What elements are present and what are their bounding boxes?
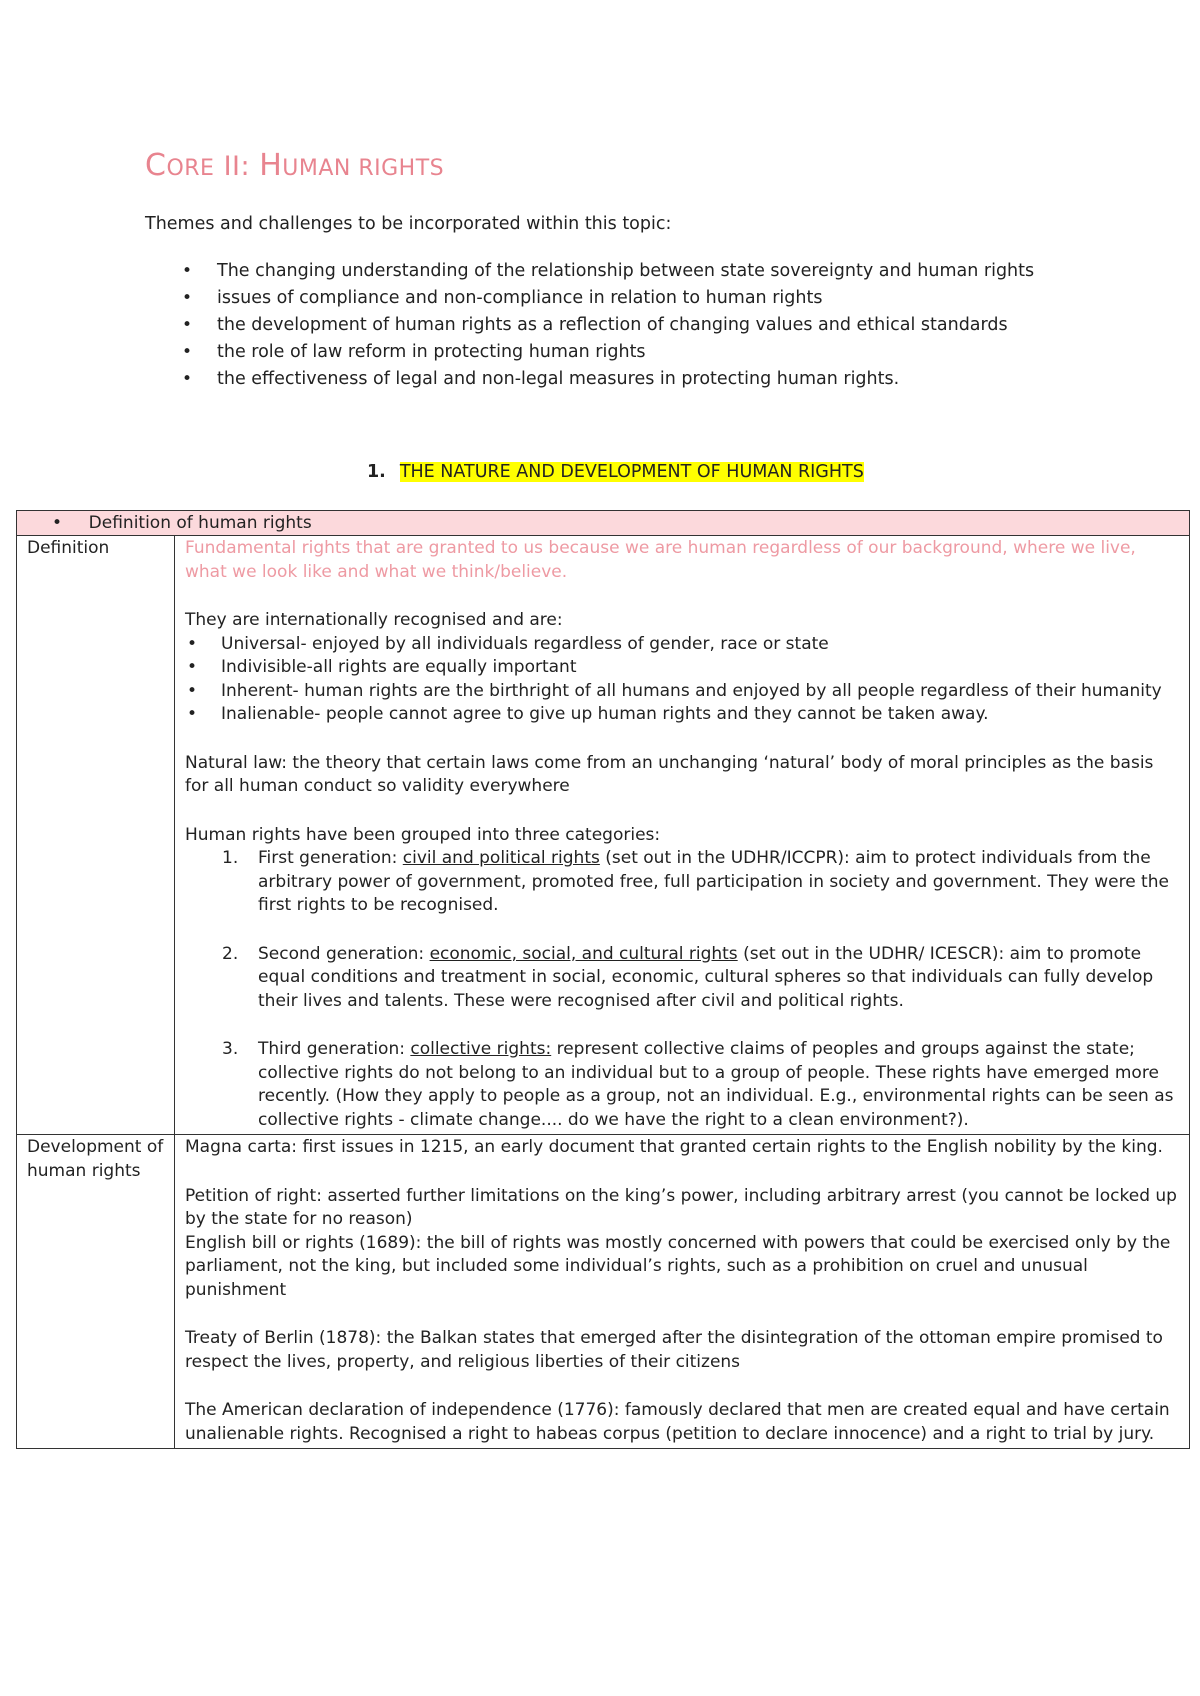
table-row-definition — [17, 536, 1190, 1135]
section-number: 1. — [367, 462, 386, 482]
generation-term: economic, social, and cultural rights — [429, 943, 738, 964]
table-row-development — [17, 1135, 1190, 1449]
properties-list — [185, 633, 1179, 727]
natural-law-text: Natural law: the theory that certain laws come from an unchanging ‘natural’ body of moral principles as the basis for all human conduct so validity everywhere — [185, 752, 1154, 796]
property-item: • Indivisible-all rights are equally important — [185, 656, 1179, 680]
american-declaration-text: The American declaration of independence (1776): famously declared that men are created equal and have certain unalienable rights. Recognised a right to habeas corpus (petition to declare innocence) and a right to trial by jury. — [185, 1400, 1170, 1444]
treaty-berlin-text: Treaty of Berlin (1878): the Balkan states that emerged after the disintegration of the ottoman empire promised to respect the lives, property, and religious liberties of their citizens — [185, 1328, 1163, 1372]
generations-list — [185, 847, 1179, 1132]
properties-intro: They are internationally recognised and are: — [185, 610, 563, 630]
theme-item: • The changing understanding of the relationship between state sovereignty and human rights — [182, 258, 1034, 285]
property-item: • Universal- enjoyed by all individuals regardless of gender, race or state — [185, 633, 1179, 657]
magna-carta-text: Magna carta: first issues in 1215, an early document that granted certain rights to the English nobility by the king. — [185, 1137, 1163, 1157]
theme-item: • the role of law reform in protecting human rights — [182, 339, 1034, 366]
generation-item: 1. First generation: civil and political rights (set out in the UDHR/ICCPR): aim to protect individuals from the arbitrary power of government, promoted free, full participation in society and government. They were the first rights to be recognised. — [222, 848, 1169, 915]
table-header-row — [17, 511, 1190, 536]
theme-item: • issues of compliance and non-compliance in relation to human rights — [182, 285, 1034, 312]
table-header-text: Definition of human rights — [88, 513, 312, 533]
themes-intro: Themes and challenges to be incorporated within this topic: — [145, 214, 672, 234]
theme-item: • the development of human rights as a reflection of changing values and ethical standards — [182, 312, 1034, 339]
generation-term: civil and political rights — [402, 848, 600, 868]
bill-of-rights-text: English bill or rights (1689): the bill of rights was mostly concerned with powers that could be exercised only by the parliament, not the king, but included some individual’s rights, such as a prohibition on cruel and unusual punishment — [185, 1232, 1171, 1300]
definition-content — [175, 536, 1190, 1135]
row-label-definition: Definition — [17, 536, 175, 1135]
section-heading — [367, 462, 864, 482]
generation-term: collective rights: — [410, 1039, 552, 1059]
row-label-development: Development of human rights — [17, 1135, 175, 1449]
generation-item: 3. Third generation: collective rights: represent collective claims of peoples and groups against the state; collective rights do not belong to an individual but to a group of people. These rights have emerged more recently. (How they apply to people as a group, not an individual. E.g., environmental rights can be seen as collective rights - climate change.... do we have the right to a clean environment?). — [222, 1039, 1174, 1130]
property-item: • Inalienable- people cannot agree to give up human rights and they cannot be taken away. — [185, 703, 1179, 727]
categories-intro: Human rights have been grouped into three categories: — [185, 824, 661, 845]
theme-item: • the effectiveness of legal and non-legal measures in protecting human rights. — [182, 366, 1034, 393]
section-heading-text: THE NATURE AND DEVELOPMENT OF HUMAN RIGHTS — [399, 462, 864, 482]
table-header-cell: • Definition of human rights — [17, 511, 1190, 536]
petition-text: Petition of right: asserted further limitations on the king’s power, including arbitrary arrest (you cannot be locked up by the state for no reason) — [185, 1185, 1177, 1229]
generation-item: 2. Second generation: economic, social, and cultural rights (set out in the UDHR/ ICESCR): aim to promote equal conditions and treatment in social, economic, cultural spheres so that individuals can fully develop their lives and talents. These were recognised after civil and political rights. — [222, 943, 1154, 1011]
themes-list — [182, 258, 1034, 393]
notes-table — [16, 510, 1190, 1449]
property-item: • Inherent- human rights are the birthright of all humans and enjoyed by all people regardless of their humanity — [185, 680, 1179, 704]
definition-text: Fundamental rights that are granted to us because we are human regardless of our background, where we live, what we look like and what we think/believe. — [185, 538, 1136, 582]
page-title: CORE II: HUMAN RIGHTS — [145, 148, 445, 183]
development-content — [175, 1135, 1190, 1449]
